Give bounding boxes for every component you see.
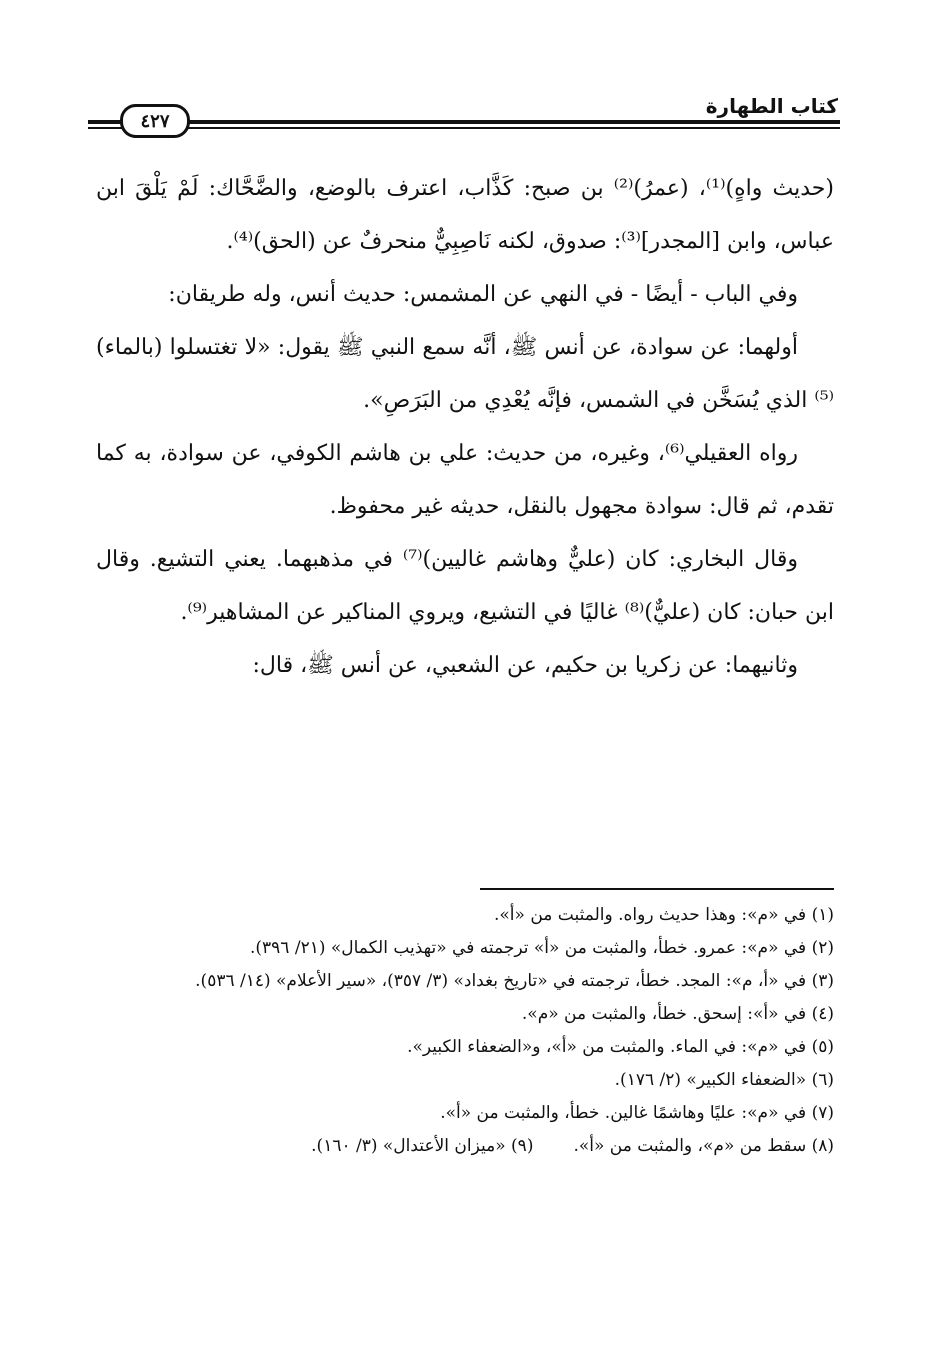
footnote: (٦) «الضعفاء الكبير» (٢/ ١٧٦). (614, 1070, 834, 1090)
paragraph: أولهما: عن سوادة، عن أنس ﷺ، أنَّه سمع النبي ﷺ يقول: «لا تغتسلوا (بالماء)⁽⁵⁾ الذي يُسَخَّن في الشمس، فإنَّه يُعْدِي من البَرَصِ». (96, 335, 834, 413)
header-rule-thick (88, 120, 840, 124)
page-header (88, 92, 840, 136)
paragraph: وثانيهما: عن زكريا بن حكيم، عن الشعبي، عن أنس ﷺ، قال: (252, 653, 798, 678)
main-text (96, 162, 834, 692)
footnote: (٢) في «م»: عمرو. خطأ، والمثبت من «أ» ترجمته في «تهذيب الكمال» (٢١/ ٣٩٦). (249, 938, 834, 958)
paragraph: وقال البخاري: كان (عليٌّ وهاشم غاليين)⁽⁷⁾ في مذهبهما. يعني التشيع. وقال ابن حبان: كان (عليٌّ)⁽⁸⁾ غاليًا في التشيع، ويروي المناكير عن المشاهير⁽⁹⁾. (96, 547, 834, 625)
footnote: (٧) في «م»: عليًا وهاشمًا غالين. خطأ، والمثبت من «أ». (440, 1103, 834, 1123)
footnote: (٩) «ميزان الأعتدال» (٣/ ١٦٠). (311, 1136, 534, 1156)
paragraph: وفي الباب - أيضًا - في النهي عن المشمس: حديث أنس، وله طريقان: (168, 282, 798, 307)
footnote-divider (480, 888, 834, 890)
footnote-row (96, 1131, 834, 1162)
footnote: (٥) في «م»: في الماء. والمثبت من «أ»، و«الضعفاء الكبير». (407, 1037, 834, 1057)
footnote: (٨) سقط من «م»، والمثبت من «أ». (573, 1136, 834, 1156)
footnote: (٣) في «أ، م»: المجد. خطأ، ترجمته في «تاريخ بغداد» (٣/ ٣٥٧)، «سير الأعلام» (١٤/ ٥٣٦). (195, 971, 834, 991)
page-number: ٤٢٧ (120, 104, 190, 138)
chapter-title: كتاب الطهارة (705, 94, 838, 118)
header-rule-thin (88, 127, 840, 129)
paragraph: (حديث واهٍ)⁽¹⁾، (عمرُ)⁽²⁾ بن صبح: كَذَّاب، اعترف بالوضع، والضَّحَّاك: لَمْ يَلْقَ ابن عباس، وابن [المجدر]⁽³⁾: صدوق، لكنه نَاصِبِيٌّ منحرفٌ عن (الحق)⁽⁴⁾. (96, 176, 834, 254)
footnote: (١) في «م»: وهذا حديث رواه. والمثبت من «أ». (494, 905, 834, 925)
paragraph: رواه العقيلي⁽⁶⁾، وغيره، من حديث: علي بن هاشم الكوفي، عن سوادة، به كما تقدم، ثم قال: سوادة مجهول بالنقل، حديثه غير محفوظ. (96, 441, 834, 519)
footnote: (٤) في «أ»: إسحق. خطأ، والمثبت من «م». (521, 1004, 834, 1024)
footnotes (96, 900, 834, 1162)
